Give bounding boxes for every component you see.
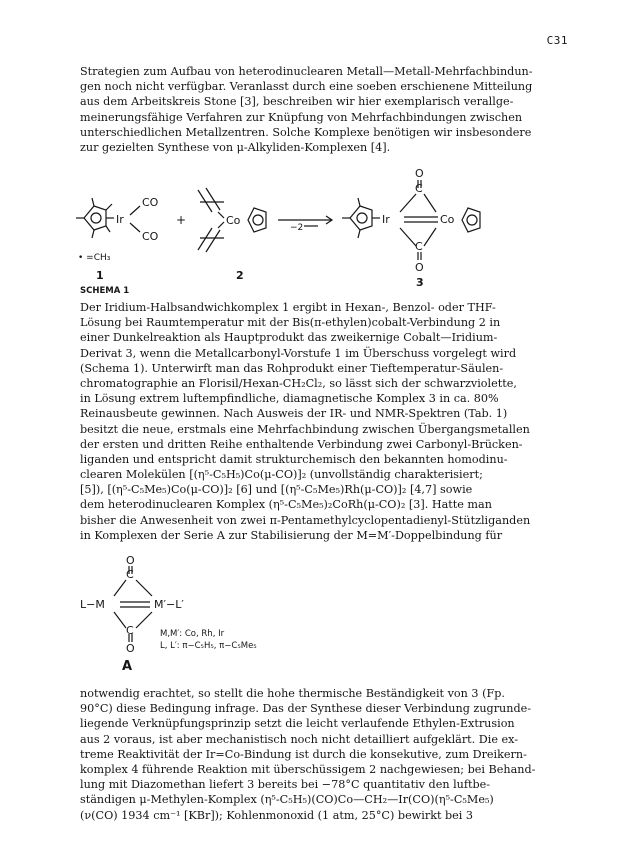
text-line: besitzt die neue, erstmals eine Mehrfachbindung zwischen Übergangsmetallen bbox=[80, 422, 530, 436]
text-line: dem heterodinuclearen Komplex (η⁵-C₅Me₅)₂CoRh(μ-CO)₂ [3]. Hatte man bbox=[80, 498, 492, 512]
text-line: ständigen μ-Methylen-Komplex (η⁵-C₅H₅)(CO)Co—CH₂—Ir(CO)(η⁵-C₅Me₅) bbox=[80, 793, 494, 807]
text-line: Strategien zum Aufbau von heterodinuclearen Metall—Metall-Mehrfachbindun- bbox=[80, 65, 533, 78]
text-line: meinerungsfähige Verfahren zur Knüpfung von Mehrfachbindungen zwischen bbox=[80, 110, 523, 124]
text-line: Der Iridium-Halbsandwichkomplex 1 ergibt in Hexan-, Benzol- oder THF- bbox=[80, 301, 496, 314]
text-line: lung mit Diazomethan liefert 3 bereits bei −78°C quantitativ den luftbe- bbox=[80, 778, 491, 792]
cp-star-ring-1 bbox=[76, 198, 114, 238]
left-group-label: L−M bbox=[80, 598, 105, 611]
structure-a-drawing bbox=[70, 556, 350, 676]
ch3-legend: • =CH₃ bbox=[78, 253, 111, 263]
text-line: aus 2 voraus, ist aber mechanistisch noch nicht detailliert aufgeklärt. Die ex- bbox=[80, 732, 519, 746]
text-line: unterschiedlichen Metallzentren. Solche Komplexe benötigen wir insbesondere bbox=[80, 125, 532, 139]
page-number: C31 bbox=[546, 34, 568, 47]
atom-label-c-top: C bbox=[126, 568, 134, 581]
atom-label-co-2: Co bbox=[226, 214, 241, 227]
reaction-arrow bbox=[278, 216, 332, 226]
paragraph-synthesis bbox=[80, 300, 586, 543]
text-line: 90°C) diese Bedingung infrage. Das der Synthese dieser Verbindung zugrunde- bbox=[80, 702, 532, 716]
paragraph-intro bbox=[80, 64, 586, 155]
atom-label-co-3: Co bbox=[440, 213, 455, 226]
compound-3-drawing bbox=[342, 180, 480, 260]
text-line: liganden und entspricht damit strukturchemisch den bekannten homodinu- bbox=[80, 452, 508, 466]
text-line: treme Reaktivität der Ir=Co-Bindung ist durch die konsekutive, zum Dreikern- bbox=[80, 747, 527, 761]
text-line: komplex 4 führende Reaktion mit überschüssigem 2 nachgewiesen; bei Behand- bbox=[80, 762, 536, 776]
reaction-scheme-1 bbox=[60, 168, 580, 298]
text-line: der ersten und dritten Reihe enthaltende Verbindung zwei Carbonyl-Brücken- bbox=[80, 437, 523, 451]
text-line: gen noch nicht verfügbar. Veranlasst durch eine soeben erschienene Mitteilung bbox=[80, 80, 533, 94]
atom-label-co-upper: CO bbox=[142, 196, 159, 209]
atom-label-o-top: O bbox=[126, 556, 135, 567]
text-line: einer Dunkelreaktion als Hauptprodukt das zweikernige Cobalt—Iridium- bbox=[80, 331, 498, 345]
atom-label-co-lower: CO bbox=[142, 230, 159, 243]
scheme-caption: SCHEMA 1 bbox=[80, 286, 130, 296]
text-line: notwendig erachtet, so stellt die hohe thermische Beständigkeit von 3 (Fp. bbox=[80, 687, 505, 700]
atom-label-c-bottom: C bbox=[415, 240, 423, 253]
text-line: clearen Molekülen [(η⁵-C₅H₅)Co(μ-CO)]₂ (unvollständig charakterisiert; bbox=[80, 468, 483, 482]
legend-ligands: L, L′: π−C₅H₅, π−C₅Me₅ bbox=[160, 641, 257, 651]
compound-number-3: 3 bbox=[416, 276, 424, 289]
atom-label-c-top: C bbox=[415, 182, 423, 195]
atom-label-o-bottom: O bbox=[126, 642, 135, 655]
plus-sign: + bbox=[176, 213, 187, 227]
atom-label-o-bottom: O bbox=[415, 261, 424, 274]
text-line: in Komplexen der Serie A zur Stabilisierung der M=M′-Doppelbindung für bbox=[80, 528, 503, 542]
right-group-label: M′−L′ bbox=[154, 598, 184, 611]
text-line: chromatographie an Florisil/Hexan-CH₂Cl₂, so lässt sich der schwarzviolette, bbox=[80, 376, 517, 390]
compound-number-1: 1 bbox=[96, 269, 104, 282]
text-line: in Lösung extrem luftempfindliche, diamagnetische Komplex 3 in ca. 80% bbox=[80, 392, 499, 406]
text-line: Lösung bei Raumtemperatur mit der Bis(π-ethylen)cobalt-Verbindung 2 in bbox=[80, 316, 501, 330]
text-line: liegende Verknüpfungsprinzip setzt die leicht verlaufende Ethylen-Extrusion bbox=[80, 717, 515, 731]
atom-label-ir: Ir bbox=[116, 213, 124, 226]
text-line: Reinausbeute gewinnen. Nach Ausweis der IR- und NMR-Spektren (Tab. 1) bbox=[80, 407, 508, 421]
legend-metals: M,M′: Co, Rh, Ir bbox=[160, 629, 225, 639]
text-line: bisher die Anwesenheit von zwei π-Pentamethylcyclopentadienyl-Stützliganden bbox=[80, 513, 531, 527]
structure-label-a: A bbox=[122, 659, 133, 674]
text-line: aus dem Arbeitskreis Stone [3], beschreiben wir hier exemplarisch verallge- bbox=[80, 95, 514, 109]
atom-label-c-bottom: C bbox=[126, 624, 134, 637]
arrow-label: −2 bbox=[290, 223, 304, 233]
atom-label-ir-3: Ir bbox=[382, 213, 390, 226]
atom-label-o-top: O bbox=[415, 168, 424, 180]
compound-number-2: 2 bbox=[236, 269, 244, 282]
text-line: (Schema 1). Unterwirft man das Rohprodukt einer Tieftemperatur-Säulen- bbox=[80, 361, 504, 375]
paragraph-reactivity bbox=[80, 686, 586, 823]
text-line: (ν(CO) 1934 cm⁻¹ [KBr]); Kohlenmonoxid (1 atm, 25°C) bewirkt bei 3 bbox=[80, 808, 474, 822]
text-line: Derivat 3, wenn die Metallcarbonyl-Vorstufe 1 im Überschuss vorgelegt wird bbox=[80, 346, 517, 360]
text-line: zur gezielten Synthese von μ-Alkyliden-Komplexen [4]. bbox=[80, 140, 391, 154]
text-line: [5]), [(η⁵-C₅Me₅)Co(μ-CO)]₂ [6] und [(η⁵-C₅Me₅)Rh(μ-CO)]₂ [4,7] sowie bbox=[80, 483, 473, 497]
